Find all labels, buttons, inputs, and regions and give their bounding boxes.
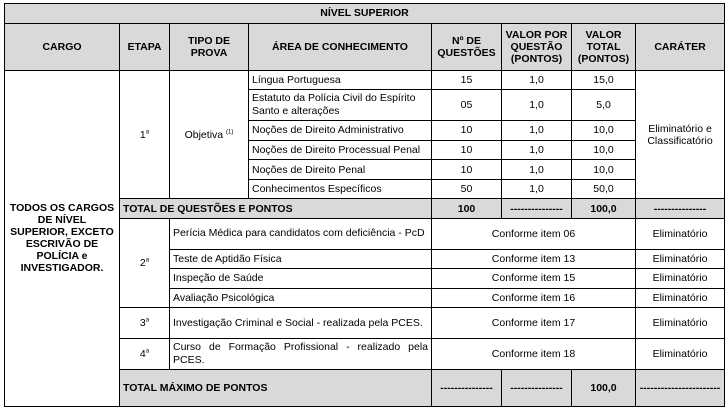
valor-questao-cell: 1,0 [502, 121, 572, 141]
table-title: NÍVEL SUPERIOR [5, 4, 725, 24]
total-maximo-pontos: 100,0 [572, 369, 636, 406]
questoes-cell: 10 [432, 121, 502, 141]
carater-cell: Eliminatório [636, 339, 725, 370]
area-investigacao-criminal: Investigação Criminal e Social - realizada pela PCES. [170, 308, 432, 339]
valor-total-cell: 10,0 [572, 121, 636, 141]
valor-total-cell: 5,0 [572, 90, 636, 121]
etapa4-number: 4 [139, 347, 146, 360]
conforme-item-cell: Conforme item 17 [432, 308, 636, 339]
header-area: ÁREA DE CONHECIMENTO [249, 23, 432, 70]
questoes-cell: 50 [432, 179, 502, 199]
etapa3-ordinal: a [145, 317, 150, 324]
area-avaliacao-psicologica: Avaliação Psicológica [170, 288, 432, 308]
questoes-cell: 05 [432, 90, 502, 121]
total-pontos-value: 100,0 [572, 199, 636, 219]
questoes-cell: 10 [432, 160, 502, 180]
header-tipo-prova: TIPO DE PROVA [170, 23, 249, 70]
total-maximo-carater: ----------------------- [636, 369, 725, 406]
header-num-questoes: Nº DE QUESTÕES [432, 23, 502, 70]
total-questoes-value: 100 [432, 199, 502, 219]
etapa1-carater: Eliminatório e Classificatório [636, 70, 725, 198]
carater-cell: Eliminatório [636, 308, 725, 339]
carater-cell: Eliminatório [636, 249, 725, 269]
header-carater: CARÁTER [636, 23, 725, 70]
conforme-item-cell: Conforme item 16 [432, 288, 636, 308]
total-maximo-label: TOTAL MÁXIMO DE PONTOS [120, 369, 432, 406]
valor-total-cell: 10,0 [572, 140, 636, 160]
valor-total-cell: 10,0 [572, 160, 636, 180]
valor-total-cell: 15,0 [572, 70, 636, 90]
conforme-item-cell: Conforme item 15 [432, 269, 636, 289]
area-pericia-medica: Perícia Médica para candidatos com deficiência - PcD [170, 218, 432, 249]
etapa1-ordinal: a [145, 129, 150, 136]
etapa3-number: 3 [139, 317, 146, 330]
area-lingua-portuguesa: Língua Portuguesa [249, 70, 432, 90]
header-valor-questao: VALOR POR QUESTÃO (PONTOS) [502, 23, 572, 70]
etapa2-ordinal: a [145, 257, 150, 264]
exam-table [4, 3, 725, 407]
conforme-item-cell: Conforme item 13 [432, 249, 636, 269]
total-maximo-questoes: --------------- [432, 369, 502, 406]
tipo-prova-cell [170, 70, 249, 198]
area-curso-formacao: Curso de Formação Profissional - realizado pela PCES. [170, 339, 432, 370]
header-valor-total: VALOR TOTAL (PONTOS) [572, 23, 636, 70]
questoes-cell: 15 [432, 70, 502, 90]
area-conhecimentos-especificos: Conhecimentos Específicos [249, 179, 432, 199]
carater-cell: Eliminatório [636, 288, 725, 308]
valor-total-cell: 50,0 [572, 179, 636, 199]
tipo-prova-label: Objetiva [184, 128, 224, 141]
etapa4-cell [120, 339, 170, 370]
area-direito-penal: Noções de Direito Penal [249, 160, 432, 180]
cargo-cell: TODOS OS CARGOS DE NÍVEL SUPERIOR, EXCETO ESCRIVÃO DE POLÍCIA e INVESTIGADOR. [5, 70, 120, 406]
area-direito-processual-penal: Noções de Direito Processual Penal [249, 140, 432, 160]
total-maximo-valor: --------------- [502, 369, 572, 406]
conforme-item-cell: Conforme item 06 [432, 218, 636, 249]
etapa2-number: 2 [139, 257, 146, 270]
total-questoes-label: TOTAL DE QUESTÕES E PONTOS [120, 199, 432, 219]
valor-questao-cell: 1,0 [502, 90, 572, 121]
etapa2-cell [120, 218, 170, 307]
conforme-item-cell: Conforme item 18 [432, 339, 636, 370]
valor-questao-cell: 1,0 [502, 179, 572, 199]
area-estatuto: Estatuto da Polícia Civil do Espírito Santo e alterações [249, 90, 432, 121]
valor-questao-cell: 1,0 [502, 160, 572, 180]
area-direito-administrativo: Noções de Direito Administrativo [249, 121, 432, 141]
total-valor-questao: --------------- [502, 199, 572, 219]
header-etapa: ETAPA [120, 23, 170, 70]
etapa4-ordinal: a [145, 348, 150, 355]
valor-questao-cell: 1,0 [502, 140, 572, 160]
carater-cell: Eliminatório [636, 269, 725, 289]
etapa1-cell [120, 70, 170, 198]
header-cargo: CARGO [5, 23, 120, 70]
carater-cell: Eliminatório [636, 218, 725, 249]
valor-questao-cell: 1,0 [502, 70, 572, 90]
area-teste-aptidao-fisica: Teste de Aptidão Física [170, 249, 432, 269]
etapa3-cell [120, 308, 170, 339]
etapa1-number: 1 [139, 128, 146, 141]
total-carater: --------------- [636, 199, 725, 219]
questoes-cell: 10 [432, 140, 502, 160]
tipo-prova-note: (1) [226, 129, 234, 136]
area-inspecao-saude: Inspeção de Saúde [170, 269, 432, 289]
